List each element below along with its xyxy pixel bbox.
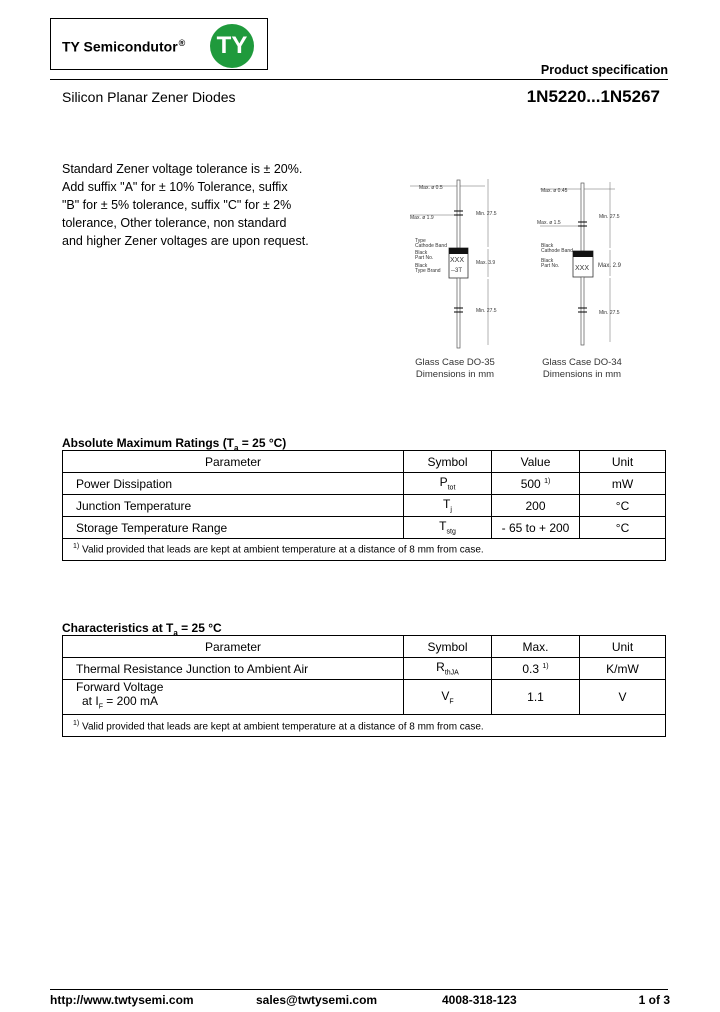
table-header-row xyxy=(63,636,666,658)
abs-max-title: Absolute Maximum Ratings ($T_a = 25$ °C) xyxy=(62,436,287,453)
footer-divider xyxy=(50,989,668,990)
page-number: 1 of 3 xyxy=(638,993,670,1007)
footer-email-link[interactable]: sales@twtysemi.com xyxy=(256,993,378,1007)
diagram-label: Min. 27.5 xyxy=(476,308,497,314)
intro-line: tolerance, Other tolerance, non standard xyxy=(62,216,287,230)
unit-cell: K/mW xyxy=(580,658,666,680)
do35-package-diagram xyxy=(405,175,515,350)
intro-line: Standard Zener voltage tolerance is ± 20%. xyxy=(62,162,303,176)
column-header: Parameter xyxy=(63,451,404,473)
column-header: Symbol xyxy=(404,451,492,473)
caption-line: Glass Case DO-34 xyxy=(542,357,622,368)
diagram-label: Max. ø 1.9 xyxy=(410,215,434,221)
unit-cell: V xyxy=(580,680,666,715)
diagram-label: Max. ø 0.45 xyxy=(541,188,568,194)
diagram-label: Min. 27.5 xyxy=(599,214,620,220)
column-header: Max. xyxy=(492,636,580,658)
diagram-label: Black xyxy=(415,263,428,269)
part-number-range: 1N5220...1N5267 xyxy=(526,87,660,106)
intro-line: Add suffix "A" for ± 10% Tolerance, suffix xyxy=(62,180,288,194)
diagram-label: Cathode Band xyxy=(541,248,573,254)
symbol-cell: $T_{stg}$ xyxy=(404,517,492,539)
caption-line: Glass Case DO-35 xyxy=(415,357,495,368)
intro-text xyxy=(62,160,312,250)
diagram-label: Type Brand xyxy=(415,268,441,274)
table-footnote: $^{1)}$ Valid provided that leads are kept at ambient temperature at a distance of 8 mm from case. xyxy=(63,715,666,737)
diagram-label: Max. ø 0.5 xyxy=(419,185,443,191)
table-footnote: $^{1)}$ Valid provided that leads are kept at ambient temperature at a distance of 8 mm from case. xyxy=(63,539,666,561)
intro-line: "B" for ± 5% tolerance, suffix "C" for ± 2% xyxy=(62,198,292,212)
diagram-label: XXX xyxy=(450,257,465,264)
abs-max-table xyxy=(62,450,666,561)
unit-cell: °C xyxy=(580,517,666,539)
registered-mark: ® xyxy=(178,38,186,48)
param-cell: Storage Temperature Range xyxy=(63,517,404,539)
do34-package-diagram xyxy=(535,180,630,350)
table-row xyxy=(63,658,666,680)
value-cell: - 65 to + 200 xyxy=(492,517,580,539)
value-cell: 200 xyxy=(492,495,580,517)
characteristics-table xyxy=(62,635,666,737)
column-header: Unit xyxy=(580,451,666,473)
company-logo-icon: TY xyxy=(210,24,254,68)
symbol-cell: $P_{tot}$ xyxy=(404,473,492,495)
value-cell: 1.1 xyxy=(492,680,580,715)
diagram-label: Max. 2.9 xyxy=(598,263,622,269)
param-cell: Forward Voltage at $I_F = 200$ mA xyxy=(63,680,404,715)
param-cell: Thermal Resistance Junction to Ambient Air xyxy=(63,658,404,680)
diagram-label: Min. 27.5 xyxy=(476,211,497,217)
footer-website-link[interactable]: http://www.twtysemi.com xyxy=(50,993,194,1007)
table-row xyxy=(63,473,666,495)
column-header: Symbol xyxy=(404,636,492,658)
product-spec-label: Product specification xyxy=(540,63,668,77)
table-header-row xyxy=(63,451,666,473)
diagram-label: Min. 27.5 xyxy=(599,310,620,316)
symbol-cell: $R_{thJA}$ xyxy=(404,658,492,680)
unit-cell: mW xyxy=(580,473,666,495)
table-row xyxy=(63,517,666,539)
doc-description: Silicon Planar Zener Diodes xyxy=(62,89,236,105)
diagram-label: Part No. xyxy=(541,263,560,269)
footer-phone: 4008-318-123 xyxy=(442,993,517,1007)
diagram-label: Black xyxy=(415,250,428,256)
intro-line: and higher Zener voltages are upon request. xyxy=(62,234,309,248)
symbol-cell: $V_F$ xyxy=(404,680,492,715)
column-header: Unit xyxy=(580,636,666,658)
company-logo-text: TY Semicondutor® xyxy=(62,38,186,55)
caption-line: Dimensions in mm xyxy=(415,369,495,380)
diagram-label: XXX xyxy=(575,265,590,272)
diagram-label: Cathode Band xyxy=(415,243,447,249)
diagram-label: Max. ø 1.5 xyxy=(537,220,561,226)
diagram-label: Type xyxy=(415,238,426,244)
do34-caption xyxy=(532,357,632,381)
column-header: Parameter xyxy=(63,636,404,658)
do35-caption xyxy=(405,357,505,381)
table-note-row xyxy=(63,539,666,561)
param-cell: Power Dissipation xyxy=(63,473,404,495)
unit-cell: °C xyxy=(580,495,666,517)
diagram-label: Max. 3.9 xyxy=(476,260,496,266)
value-cell: 500 $^{1)}$ xyxy=(492,473,580,495)
diagram-label: --3T xyxy=(451,268,462,274)
table-note-row xyxy=(63,715,666,737)
param-cell: Junction Temperature xyxy=(63,495,404,517)
diagram-label: Black xyxy=(541,243,554,249)
value-cell: 0.3 $^{1)}$ xyxy=(492,658,580,680)
diagram-label: Black xyxy=(541,258,554,264)
column-header: Value xyxy=(492,451,580,473)
header-divider xyxy=(50,79,668,80)
table-row xyxy=(63,680,666,715)
table-row xyxy=(63,495,666,517)
diagram-label: Part No. xyxy=(415,255,434,261)
caption-line: Dimensions in mm xyxy=(542,369,622,380)
characteristics-title: Characteristics at $T_a = 25$ °C xyxy=(62,621,222,638)
symbol-cell: $T_j$ xyxy=(404,495,492,517)
